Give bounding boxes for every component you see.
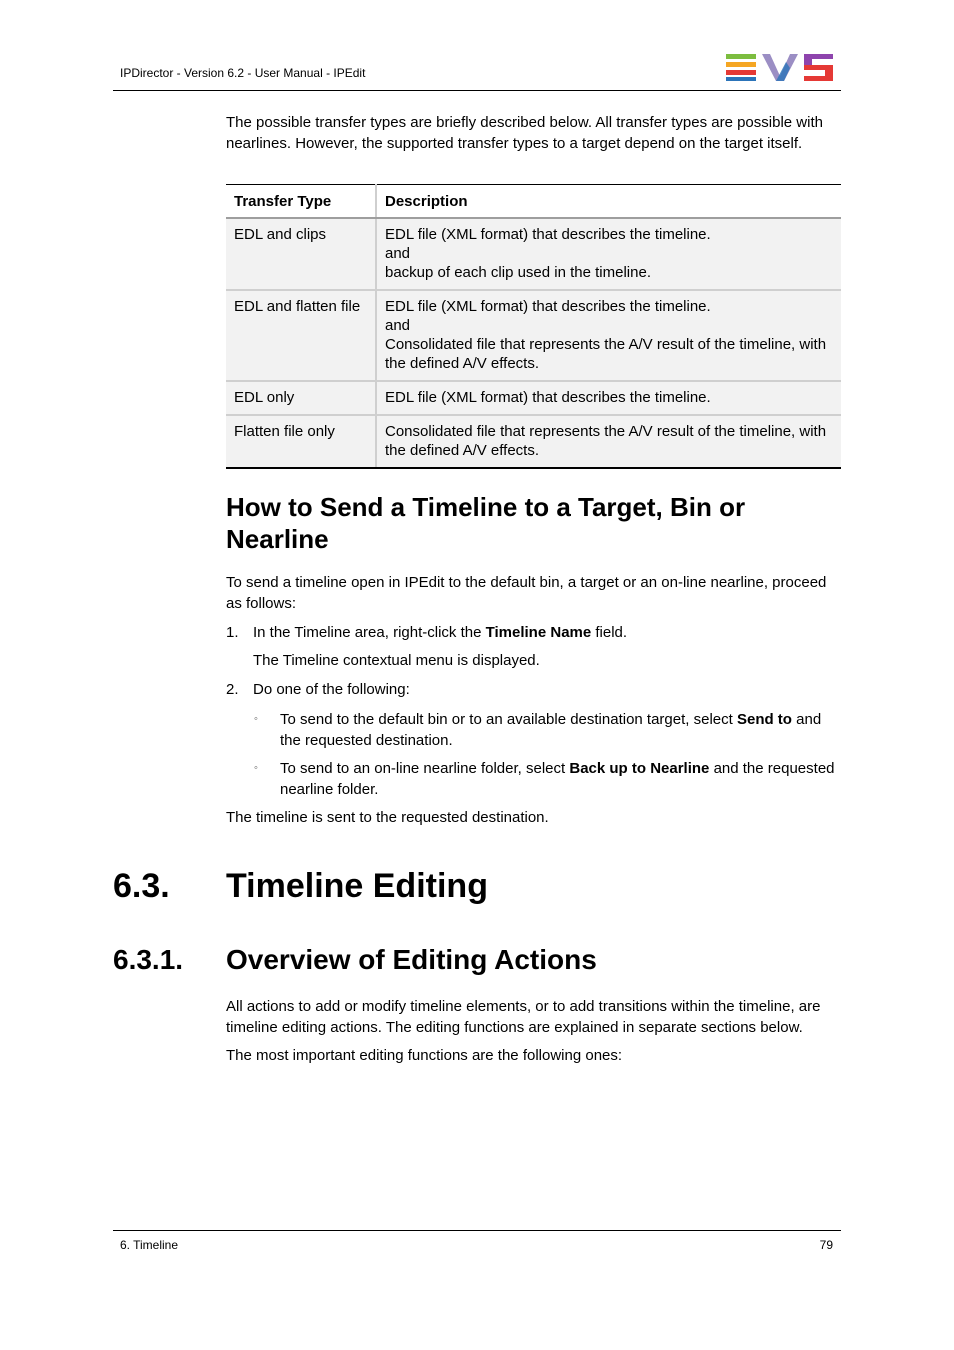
evs-logo (726, 52, 834, 82)
description-line: EDL file (XML format) that describes the timeline. (385, 226, 711, 243)
description-line: EDL file (XML format) that describes the timeline. (385, 298, 711, 315)
step-1-result: The Timeline contextual menu is displayed. (253, 652, 540, 669)
step-1-text (253, 623, 841, 643)
step-number: 2. (226, 681, 239, 698)
description-line: EDL file (XML format) that describes the timeline. (385, 389, 711, 406)
table-row (226, 381, 841, 415)
editing-paragraph-2: The most important editing functions are the following ones: (226, 1047, 623, 1064)
subsection-title: Overview of Editing Actions (226, 944, 597, 975)
section-heading-send-timeline: How to Send a Timeline to a Target, Bin or Nearline (226, 492, 746, 554)
bullet-icon: ◦ (254, 713, 258, 725)
bullet-bold-term: Back up to Nearline (569, 760, 710, 777)
table-row (226, 290, 841, 381)
bullet-text: To send to the default bin or to an available destination target, select (280, 711, 737, 728)
bullet-item (280, 709, 842, 751)
description-cell (376, 218, 841, 290)
header-title: IPDirector - Version 6.2 - User Manual - IPEdit (120, 66, 366, 80)
transfer-type-cell: EDL only (226, 381, 376, 415)
subsection-number: 6.3.1. (113, 944, 184, 975)
footer-rule (113, 1230, 841, 1231)
description-line: and (385, 317, 411, 334)
description-line: backup of each clip used in the timeline. (385, 264, 651, 281)
step-bold-term: Timeline Name (485, 624, 592, 641)
transfer-type-cell: EDL and flatten file (226, 290, 376, 381)
description-line: Consolidated file that represents the A/V result of the timeline, with the defined A/V effects. (385, 336, 827, 372)
section-title: Timeline Editing (226, 867, 488, 905)
editing-paragraph-1: All actions to add or modify timeline elements, or to add transitions within the timeline, are timeline editing actions. The editing functions are explained in separate sections below. (226, 998, 821, 1036)
description-cell (376, 415, 841, 468)
bullet-item (280, 758, 842, 800)
column-header-transfer-type: Transfer Type (226, 185, 376, 219)
page-number: 79 (819, 1238, 833, 1252)
send-intro-paragraph: To send a timeline open in IPEdit to the default bin, a target or an on-line nearline, proceed as follows: (226, 574, 827, 612)
footer-chapter: 6. Timeline (120, 1238, 179, 1252)
table-row (226, 415, 841, 468)
bullet-text: and the requested destination. (280, 711, 822, 749)
description-line: Consolidated file that represents the A/V result of the timeline, with the defined A/V effects. (385, 423, 827, 459)
bullet-text: and the requested nearline folder. (280, 760, 835, 798)
bullet-bold-term: Send to (736, 711, 792, 728)
transfer-type-cell: EDL and clips (226, 218, 376, 290)
table-header-row (226, 185, 841, 219)
step-number: 1. (226, 624, 239, 641)
transfer-type-cell: Flatten file only (226, 415, 376, 468)
bullet-text: To send to an on-line nearline folder, select (280, 760, 570, 777)
step-text: In the Timeline area, right-click the (253, 624, 486, 641)
description-cell (376, 381, 841, 415)
step-text: field. (591, 624, 628, 641)
bullet-icon: ◦ (254, 762, 258, 774)
column-header-description: Description (376, 185, 841, 219)
description-cell (376, 290, 841, 381)
step-2-text: Do one of the following: (253, 681, 410, 698)
description-line: and (385, 245, 411, 262)
section-number: 6.3. (113, 867, 170, 905)
intro-paragraph: The possible transfer types are briefly described below. All transfer types are possible with nearlines. However, the supported transfer types to a target depend on the target itself. (226, 114, 823, 152)
header-rule (113, 90, 841, 91)
transfer-types-table (226, 184, 841, 469)
table-row (226, 218, 841, 290)
send-result-paragraph: The timeline is sent to the requested destination. (226, 809, 549, 826)
